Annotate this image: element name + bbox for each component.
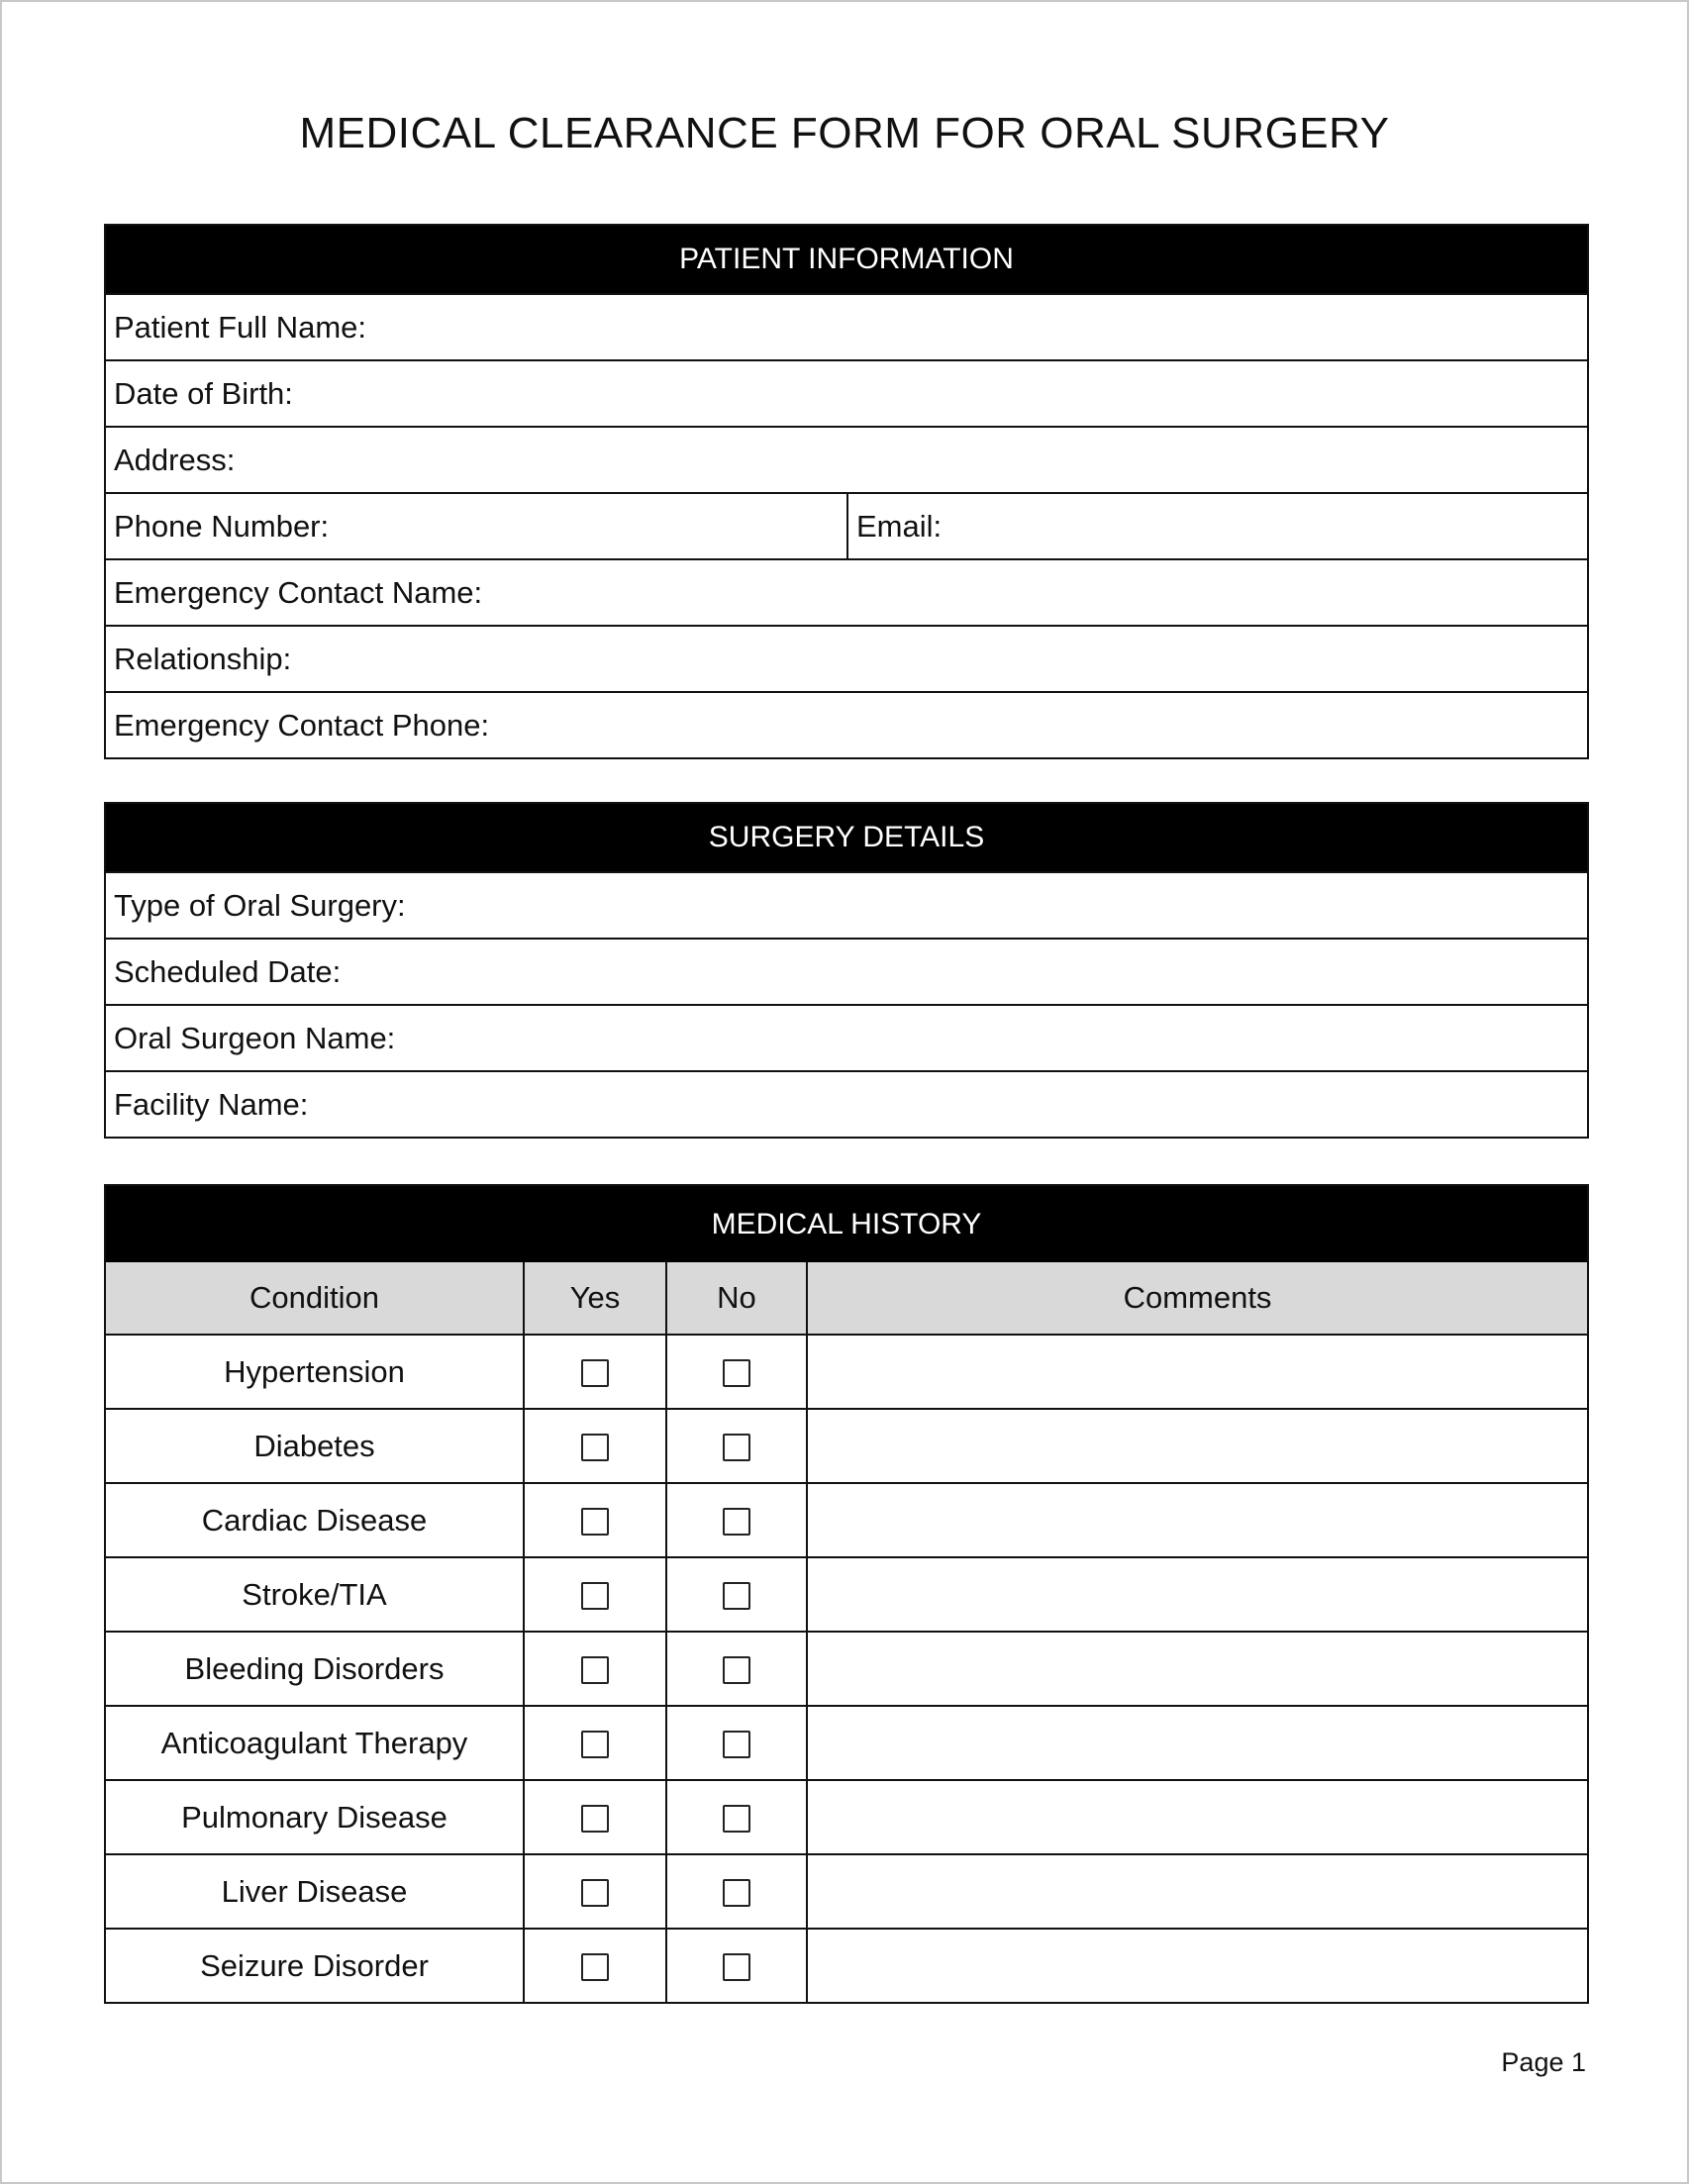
no-cell	[666, 1780, 807, 1854]
table-row	[106, 1929, 1587, 2002]
email-field[interactable]: Email:	[846, 494, 1587, 558]
yes-cell	[524, 1706, 666, 1780]
comments-field[interactable]	[807, 1632, 1587, 1706]
page-title: MEDICAL CLEARANCE FORM FOR ORAL SURGERY	[299, 109, 1390, 157]
facility-name-row[interactable]	[106, 1070, 1587, 1137]
yes-checkbox[interactable]	[581, 1582, 609, 1610]
table-header-row	[106, 1262, 1587, 1335]
comments-field[interactable]	[807, 1780, 1587, 1854]
comments-field[interactable]	[807, 1929, 1587, 2002]
yes-cell	[524, 1929, 666, 2002]
comments-field[interactable]	[807, 1706, 1587, 1780]
comments-field[interactable]	[807, 1483, 1587, 1557]
condition-label: Seizure Disorder	[106, 1929, 524, 2002]
full-name-row[interactable]	[106, 293, 1587, 359]
no-cell	[666, 1854, 807, 1929]
no-checkbox[interactable]	[723, 1359, 750, 1387]
condition-label: Liver Disease	[106, 1854, 524, 1929]
no-checkbox[interactable]	[723, 1656, 750, 1684]
yes-cell	[524, 1632, 666, 1706]
table-row	[106, 1780, 1587, 1854]
address-row[interactable]	[106, 426, 1587, 492]
table-row	[106, 1483, 1587, 1557]
full-name-label: Patient Full Name:	[114, 309, 366, 345]
phone-field[interactable]: Phone Number:	[114, 508, 330, 544]
no-checkbox[interactable]	[723, 1953, 750, 1981]
condition-label: Bleeding Disorders	[106, 1632, 524, 1706]
address-label: Address:	[114, 442, 236, 477]
facility-name-label: Facility Name:	[114, 1086, 309, 1122]
comments-field[interactable]	[807, 1854, 1587, 1929]
column-header: No	[666, 1262, 807, 1335]
surgery-type-row[interactable]	[106, 871, 1587, 938]
yes-checkbox[interactable]	[581, 1731, 609, 1758]
yes-checkbox[interactable]	[581, 1656, 609, 1684]
dob-label: Date of Birth:	[114, 375, 293, 411]
condition-label: Hypertension	[106, 1335, 524, 1409]
no-checkbox[interactable]	[723, 1434, 750, 1461]
relationship-label: Relationship:	[114, 641, 292, 676]
surgeon-name-row[interactable]	[106, 1004, 1587, 1070]
surgery-type-label: Type of Oral Surgery:	[114, 887, 406, 923]
no-checkbox[interactable]	[723, 1582, 750, 1610]
no-cell	[666, 1483, 807, 1557]
emergency-phone-label: Emergency Contact Phone:	[114, 707, 490, 743]
medical-history-table	[106, 1262, 1587, 2002]
yes-cell	[524, 1483, 666, 1557]
no-cell	[666, 1706, 807, 1780]
column-header: Condition	[106, 1262, 524, 1335]
table-row	[106, 1335, 1587, 1409]
section-heading: SURGERY DETAILS	[106, 804, 1587, 871]
yes-checkbox[interactable]	[581, 1953, 609, 1981]
condition-label: Stroke/TIA	[106, 1557, 524, 1632]
yes-checkbox[interactable]	[581, 1434, 609, 1461]
section-heading: MEDICAL HISTORY	[106, 1186, 1587, 1262]
yes-checkbox[interactable]	[581, 1359, 609, 1387]
condition-label: Diabetes	[106, 1409, 524, 1483]
yes-cell	[524, 1335, 666, 1409]
table-row	[106, 1557, 1587, 1632]
condition-label: Pulmonary Disease	[106, 1780, 524, 1854]
comments-field[interactable]	[807, 1557, 1587, 1632]
surgeon-name-label: Oral Surgeon Name:	[114, 1020, 396, 1055]
no-cell	[666, 1335, 807, 1409]
surgery-details-section	[104, 802, 1589, 1139]
table-row	[106, 1854, 1587, 1929]
yes-checkbox[interactable]	[581, 1508, 609, 1536]
table-row	[106, 1632, 1587, 1706]
emergency-name-label: Emergency Contact Name:	[114, 574, 483, 610]
table-row	[106, 1409, 1587, 1483]
emergency-phone-row[interactable]	[106, 691, 1587, 757]
yes-checkbox[interactable]	[581, 1879, 609, 1907]
table-body	[106, 1335, 1587, 2002]
yes-cell	[524, 1409, 666, 1483]
yes-cell	[524, 1557, 666, 1632]
yes-cell	[524, 1780, 666, 1854]
scheduled-date-label: Scheduled Date:	[114, 953, 342, 989]
no-cell	[666, 1557, 807, 1632]
emergency-name-row[interactable]	[106, 558, 1587, 625]
condition-label: Cardiac Disease	[106, 1483, 524, 1557]
yes-cell	[524, 1854, 666, 1929]
column-header: Yes	[524, 1262, 666, 1335]
no-cell	[666, 1409, 807, 1483]
comments-field[interactable]	[807, 1335, 1587, 1409]
column-header: Comments	[807, 1262, 1587, 1335]
no-cell	[666, 1929, 807, 2002]
phone-email-row	[106, 492, 1587, 558]
section-heading: PATIENT INFORMATION	[106, 226, 1587, 293]
page-number: Page 1	[1501, 2047, 1586, 2077]
no-checkbox[interactable]	[723, 1879, 750, 1907]
relationship-row[interactable]	[106, 625, 1587, 691]
no-checkbox[interactable]	[723, 1731, 750, 1758]
scheduled-date-row[interactable]	[106, 938, 1587, 1004]
patient-information-section	[104, 224, 1589, 759]
dob-row[interactable]	[106, 359, 1587, 426]
yes-checkbox[interactable]	[581, 1805, 609, 1833]
condition-label: Anticoagulant Therapy	[106, 1706, 524, 1780]
comments-field[interactable]	[807, 1409, 1587, 1483]
medical-history-section	[104, 1184, 1589, 2004]
no-checkbox[interactable]	[723, 1805, 750, 1833]
no-cell	[666, 1632, 807, 1706]
no-checkbox[interactable]	[723, 1508, 750, 1536]
table-row	[106, 1706, 1587, 1780]
